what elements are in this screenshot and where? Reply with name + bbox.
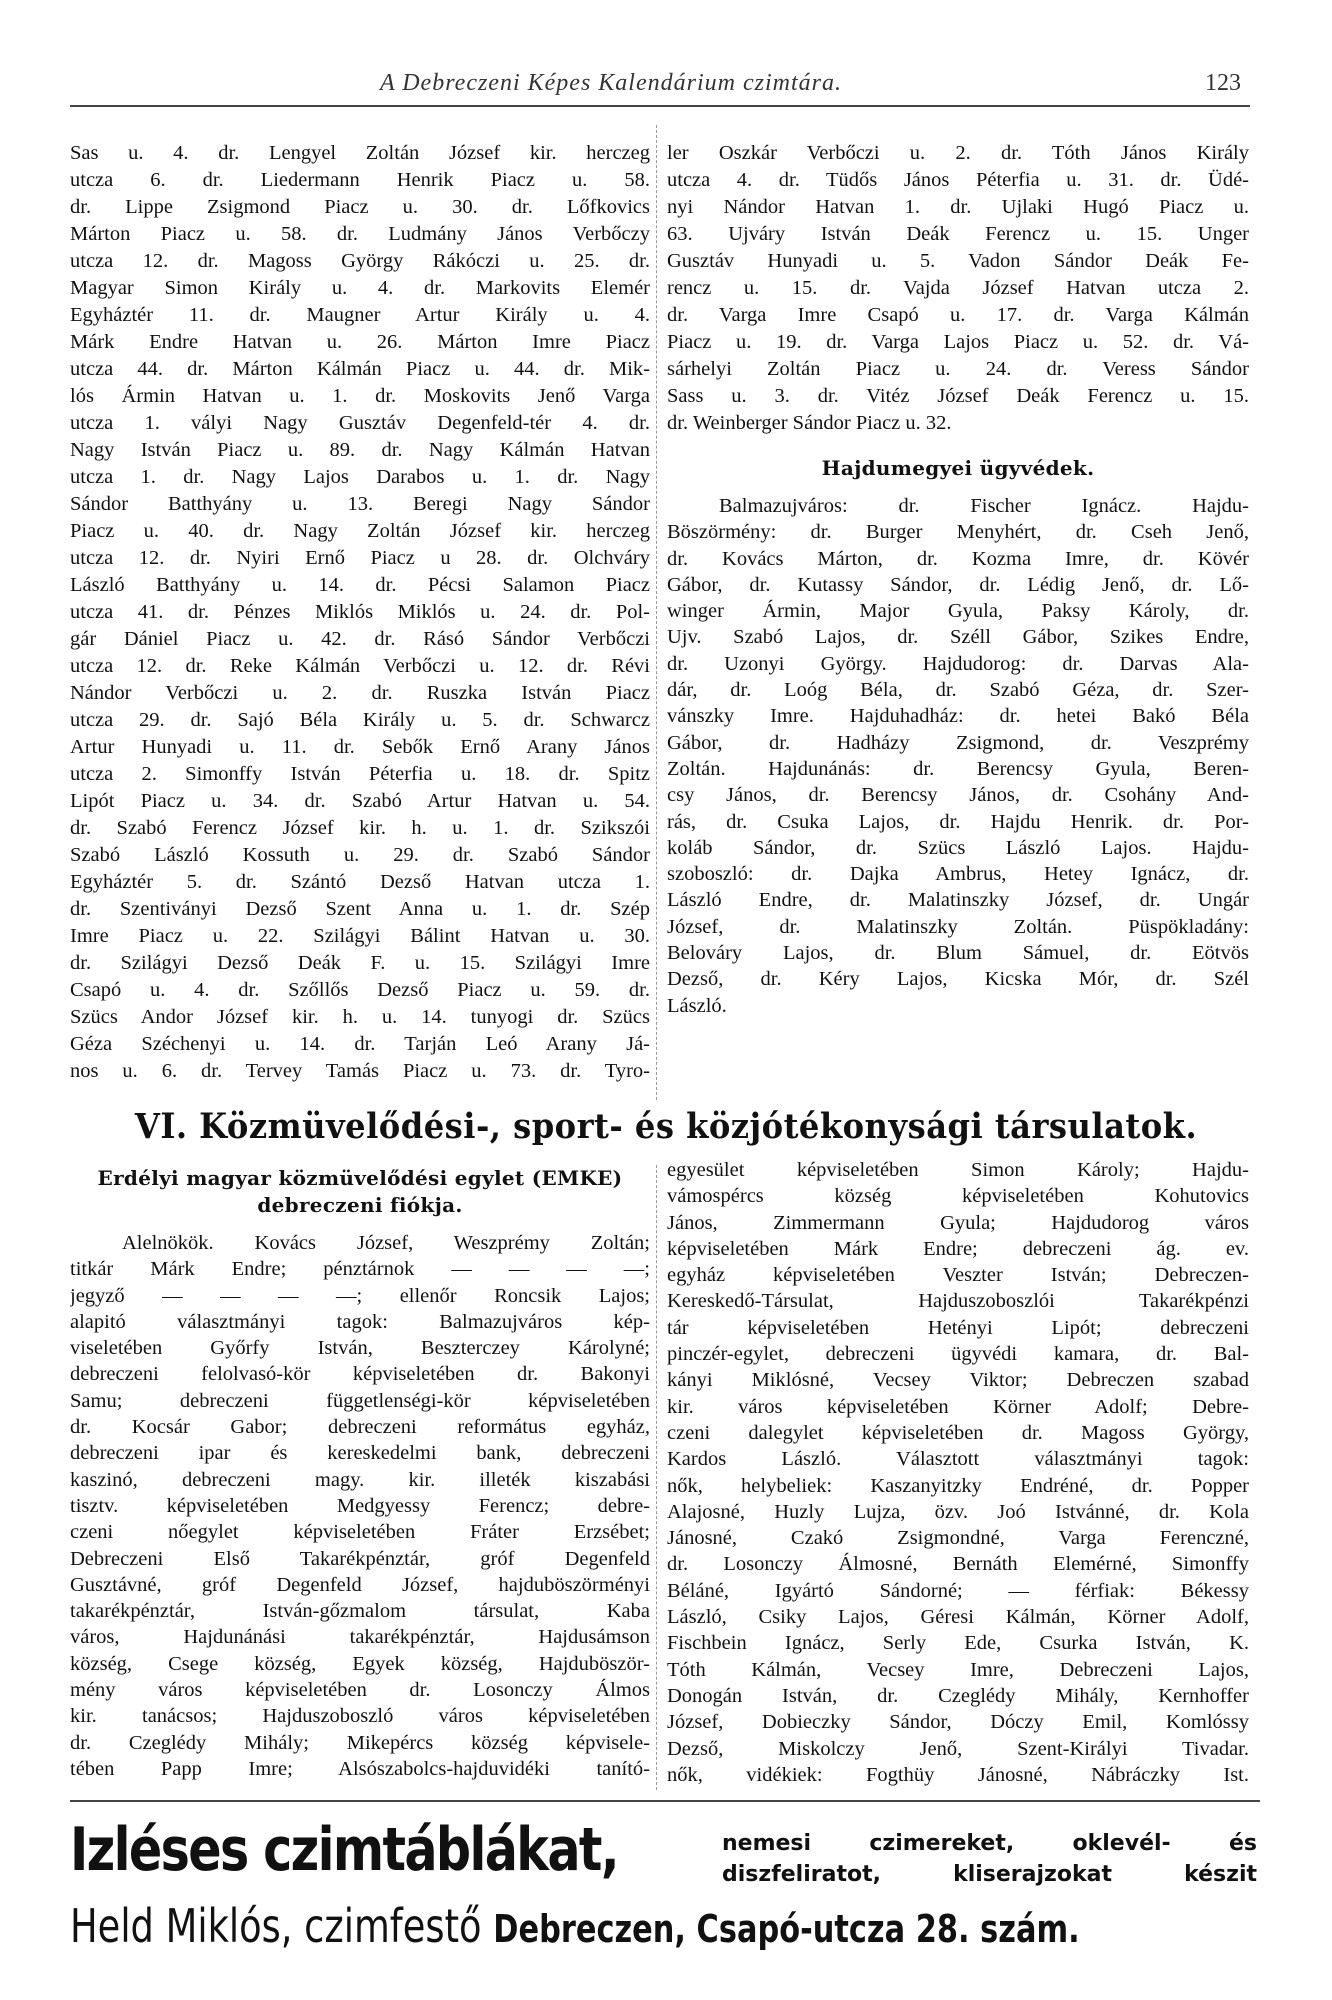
text-line: Ujv. Szabó Lajos, dr. Széll Gábor, Szikes Endre, [667,626,1249,649]
text-line: Kardos László. Választott választmányi tagok: [667,1448,1249,1471]
text-line: utcza 12. dr. Magoss György Rákóczi u. 25. dr. [70,250,650,272]
text-line: lós Ármin Hatvan u. 1. dr. Moskovits Jenő Varga [70,385,650,407]
text-line: takarékpénztár, István-gőzmalom társulat, Kaba [70,1600,650,1623]
text-line: egyesület képviseletében Simon Károly; Hajdu- [667,1159,1249,1181]
emke-paragraph-right [667,1157,1249,1788]
text-line: kir. tanácsos; Hajduszoboszló város képviseletében [70,1705,650,1728]
text-line: utcza 2. Simonffy István Péterfia u. 18. dr. Spitz [70,763,650,785]
text-line: szoboszló: dr. Dajka Ambrus, Hetey Ignácz, dr. [667,863,1249,886]
text-line: dr. Szabó Ferencz József kir. h. u. 1. dr. Szikszói [70,817,650,839]
hajdu-heading: Hajdumegyei ügyvédek. [821,456,1095,480]
text-line: vánszky Imre. Hajduhadház: dr. hetei Bakó Béla [667,705,1249,728]
text-line: László Batthyány u. 14. dr. Pécsi Salamon Piacz [70,574,650,596]
text-line: utcza 4. dr. Tüdős János Péterfia u. 31. dr. Üdé- [667,169,1249,191]
text-line: Sándor Batthyány u. 13. Beregi Nagy Sándor [70,493,650,515]
text-line: Egyháztér 11. dr. Maugner Artur Király u. 4. [70,304,650,326]
text-line: László Endre, dr. Malatinszky József, dr. Ungár [667,889,1249,912]
text-line: Imre Piacz u. 22. Szilágyi Bálint Hatvan u. 30. [70,925,650,947]
text-line: utcza 41. dr. Pénzes Miklós Miklós u. 24. dr. Pol- [70,601,650,623]
text-line: 63. Ujváry István Deák Ferencz u. 15. Unger [667,223,1249,245]
text-line: község, Csege község, Egyek község, Hajduböször- [70,1652,650,1675]
text-line: Piacz u. 40. dr. Nagy Zoltán József kir. herczeg [70,520,650,542]
text-line: Szabó László Kossuth u. 29. dr. Szabó Sándor [70,844,650,866]
text-line: Tóth Kálmán, Vecsey Imre, Debreczeni Lajos, [667,1658,1249,1681]
text-line: dár, dr. Loóg Béla, dr. Szabó Géza, dr. Szer- [667,679,1249,702]
text-line: kaszinó, debreczeni magy. kir. illeték kiszabási [70,1468,650,1491]
lawyers-list-left [70,140,650,1085]
text-line: Böszörmény: dr. Burger Menyhért, dr. Cseh Jenő, [667,521,1249,544]
emke-heading-line: debreczeni fiókja. [257,1193,463,1217]
text-line: József, dr. Malatinszky Zoltán. Püspökladány: [667,915,1249,938]
text-line: viseletében Győrfy István, Beszterczey Károlyné; [70,1337,650,1360]
text-line: nők, vidékiek: Fogthüy Jánosné, Nábráczky Ist. [667,1763,1249,1786]
text-line: Gusztávné, gróf Degenfeld József, hajduböszörményi [70,1573,650,1596]
text-line: utcza 12. dr. Reke Kálmán Verbőczi u. 12. dr. Révi [70,655,650,677]
text-line: Jánosné, Czakó Zsigmondné, Varga Ferenczné, [667,1527,1249,1550]
column-divider [656,1165,657,1790]
page-number: 123 [1205,70,1241,96]
text-line: nők, helybeliek: Kaszanyitzky Endréné, dr. Popper [667,1474,1249,1497]
text-line: Magyar Simon Király u. 4. dr. Markovits Elemér [70,277,650,299]
emke-heading-line: Erdélyi magyar közmüvelődési egylet (EMKE) [97,1166,623,1190]
text-line: Alelnökök. Kovács József, Weszprémy Zoltán; [122,1232,650,1254]
text-line: Nagy István Piacz u. 89. dr. Nagy Kálmán Hatvan [70,439,650,461]
text-line: Szücs Andor József kir. h. u. 14. tunyogi dr. Szücs [70,1006,650,1028]
advert-name: Held Miklós, czimfestő [70,1899,482,1953]
text-line: czeni nőegylet képviseletében Fráter Erzsébet; [70,1521,650,1544]
text-line: Lipót Piacz u. 34. dr. Szabó Artur Hatvan u. 54. [70,790,650,812]
advert-headline: Izléses czimtáblákat, [70,1815,618,1885]
text-line: nos u. 6. dr. Tervey Tamás Piacz u. 73. dr. Tyro- [70,1060,650,1082]
text-line: sárhelyi Zoltán Piacz u. 24. dr. Veress Sándor [667,358,1249,380]
text-line: debreczeni ipar és kereskedelmi bank, debreczeni [70,1442,650,1465]
text-line: dr. Kocsár Gabor; debreczeni református egyház, [70,1416,650,1439]
text-line: utcza 1. vályi Nagy Gusztáv Degenfeld-tér 4. dr. [70,412,650,434]
text-line: Alajosné, Huzly Lujza, özv. Joó Istvánné, dr. Kola [667,1500,1249,1523]
text-line: egyház képviseletében Veszter István; Debreczen- [667,1264,1249,1287]
text-line: csy János, dr. Berencsy János, dr. Csohány And- [667,784,1249,807]
text-line: czeni dalegylet képviseletében dr. Magoss György, [667,1421,1249,1444]
text-line: dr. Weinberger Sándor Piacz u. 32. [667,412,952,434]
lawyers-list-right [667,140,1249,437]
text-line: Sas u. 4. dr. Lengyel Zoltán József kir. herczeg [70,142,650,164]
text-line: mény város képviseletében dr. Losonczy Álmos [70,1679,650,1702]
text-line: Sass u. 3. dr. Vitéz József Deák Ferencz u. 15. [667,385,1249,407]
text-line: László. [667,994,727,1017]
text-line: Márton Piacz u. 58. dr. Ludmány János Verbőczy [70,223,650,245]
text-line: jegyző — — — —; ellenőr Roncsik Lajos; [70,1284,650,1307]
text-line: Donogán István, dr. Czeglédy Mihály, Kernhoffer [667,1684,1249,1707]
advert-services [722,1828,1257,1890]
text-line: város, Hajdunánási takarékpénztár, Hajdusámson [70,1626,650,1649]
text-line: Samu; debreczeni függetlenségi-kör képviseletében [70,1389,650,1412]
text-line: dr. Szilágyi Dezső Deák F. u. 15. Szilágyi Imre [70,952,650,974]
header-rule [70,105,1250,107]
text-line: Béláné, Igyártó Sándorné; — férfiak: Békessy [667,1579,1249,1602]
text-line: kir. város képviseletében Körner Adolf; Debre- [667,1395,1249,1418]
text-line: Márk Endre Hatvan u. 26. Márton Imre Piacz [70,331,650,353]
text-line: Debreczeni Első Takarékpénztár, gróf Degenfeld [70,1547,650,1570]
text-line: dr. Varga Imre Csapó u. 17. dr. Varga Kálmán [667,304,1249,326]
text-line: utcza 6. dr. Liedermann Henrik Piacz u. 58. [70,169,650,191]
text-line: utcza 44. dr. Márton Kálmán Piacz u. 44. dr. Mik- [70,358,650,380]
text-line: József, Dobieczky Sándor, Dóczy Emil, Komlóssy [667,1711,1249,1734]
text-line: Dezső, dr. Kéry Lajos, Kicska Mór, dr. Szél [667,968,1249,991]
text-line: dr. Lippe Zsigmond Piacz u. 30. dr. Lőfkovics [70,196,650,218]
text-line: Balmazujváros: dr. Fischer Ignácz. Hajdu- [719,495,1249,517]
text-line: dr. Czeglédy Mihály; Mikepércs község képvisele- [70,1731,650,1754]
text-line: Nándor Verbőczi u. 2. dr. Ruszka István Piacz [70,682,650,704]
text-line: alapitó választmányi tagok: Balmazujváros kép- [70,1310,650,1333]
text-line: rencz u. 15. dr. Vajda József Hatvan utcza 2. [667,277,1249,299]
text-line: Gábor, dr. Kutassy Sándor, dr. Lédig Jenő, dr. Lő- [667,573,1249,596]
text-line: winger Ármin, Major Gyula, Paksy Károly, dr. [667,600,1249,623]
advert-address: Debreczen, Csapó-utcza 28. szám. [493,1907,1080,1951]
text-line: utcza 29. dr. Sajó Béla Király u. 5. dr. Schwarcz [70,709,650,731]
text-line: Gusztáv Hunyadi u. 5. Vadon Sándor Deák Fe- [667,250,1249,272]
section-title: VI. Közmüvelődési-, sport- és közjótékonysági társulatok. [134,1106,1198,1147]
text-line: Dezső, Miskolczy Jenő, Szent-Királyi Tivadar. [667,1737,1249,1760]
text-line: tisztv. képviseletében Medgyessy Ferencz; debre- [70,1494,650,1517]
advert-services-line: diszfeliratot, kliserajzokat készit [722,1862,1257,1887]
text-line: Belováry Lajos, dr. Blum Sámuel, dr. Eötvös [667,942,1249,965]
text-line: László, Csiky Lajos, Géresi Kálmán, Körner Adolf, [667,1606,1249,1629]
text-line: utcza 1. dr. Nagy Lajos Darabos u. 1. dr. Nagy [70,466,650,488]
text-line: titkár Márk Endre; pénztárnok — — — —; [70,1258,650,1281]
text-line: dr. Szentiványi Dezső Szent Anna u. 1. dr. Szép [70,898,650,920]
text-line: Piacz u. 19. dr. Varga Lajos Piacz u. 52. dr. Vá- [667,331,1249,353]
hajdu-lawyers-paragraph [667,493,1249,1019]
text-line: kányi Miklósné, Vecsey Viktor; Debreczen szabad [667,1369,1249,1392]
text-line: dr. Uzonyi György. Hajdudorog: dr. Darvas Ala- [667,652,1249,675]
text-line: képviseletében Márk Endre; debreczeni ág. ev. [667,1237,1249,1260]
text-line: tében Papp Imre; Alsószabolcs-hajduvidéki tanító- [70,1757,650,1780]
column-divider [656,125,657,1100]
text-line: Artur Hunyadi u. 11. dr. Sebők Ernő Arany János [70,736,650,758]
text-line: dr. Kovács Márton, dr. Kozma Imre, dr. Kövér [667,547,1249,570]
text-line: pinczér-egylet, debreczeni ügyvédi kamara, dr. Bal- [667,1343,1249,1366]
running-title: A Debreczeni Képes Kalendárium czimtára. [380,70,842,96]
text-line: dr. Losonczy Álmosné, Bernáth Elemérné, Simonffy [667,1553,1249,1576]
text-line: ler Oszkár Verbőczi u. 2. dr. Tóth János Király [667,142,1249,164]
text-line: nyi Nándor Hatvan 1. dr. Ujlaki Hugó Piacz u. [667,196,1249,218]
text-line: rás, dr. Csuka Lajos, dr. Hajdu Henrik. dr. Por- [667,810,1249,833]
text-line: János, Zimmermann Gyula; Hajdudorog város [667,1211,1249,1234]
text-line: Kereskedő-Társulat, Hajduszoboszlói Takarékpénzi [667,1290,1249,1313]
advert-signature [70,1898,1080,1957]
text-line: Csapó u. 4. dr. Szőllős Dezső Piacz u. 59. dr. [70,979,650,1001]
text-line: Egyháztér 5. dr. Szántó Dezső Hatvan utcza 1. [70,871,650,893]
text-line: vámospércs község képviseletében Kohutovics [667,1185,1249,1208]
text-line: gár Dániel Piacz u. 42. dr. Rásó Sándor Verbőczi [70,628,650,650]
advert-services-line: nemesi czimereket, oklevél- és [722,1831,1257,1856]
text-line: debreczeni felolvasó-kör képviseletében dr. Bakonyi [70,1363,650,1386]
text-line: utcza 12. dr. Nyiri Ernő Piacz u 28. dr. Olchváry [70,547,650,569]
text-line: Géza Széchenyi u. 14. dr. Tarján Leó Arany Já- [70,1033,650,1055]
text-line: Gábor, dr. Hadházy Zsigmond, dr. Veszprémy [667,731,1249,754]
text-line: koláb Sándor, dr. Szücs László Lajos. Hajdu- [667,836,1249,859]
text-line: Fischbein Ignácz, Serly Ede, Csurka István, K. [667,1632,1249,1655]
emke-paragraph-left [70,1230,650,1782]
advert-rule [70,1800,1260,1802]
text-line: tár képviseletében Hetényi Lipót; debreczeni [667,1316,1249,1339]
text-line: Zoltán. Hajdunánás: dr. Berencsy Gyula, Beren- [667,757,1249,780]
emke-heading [70,1165,650,1219]
